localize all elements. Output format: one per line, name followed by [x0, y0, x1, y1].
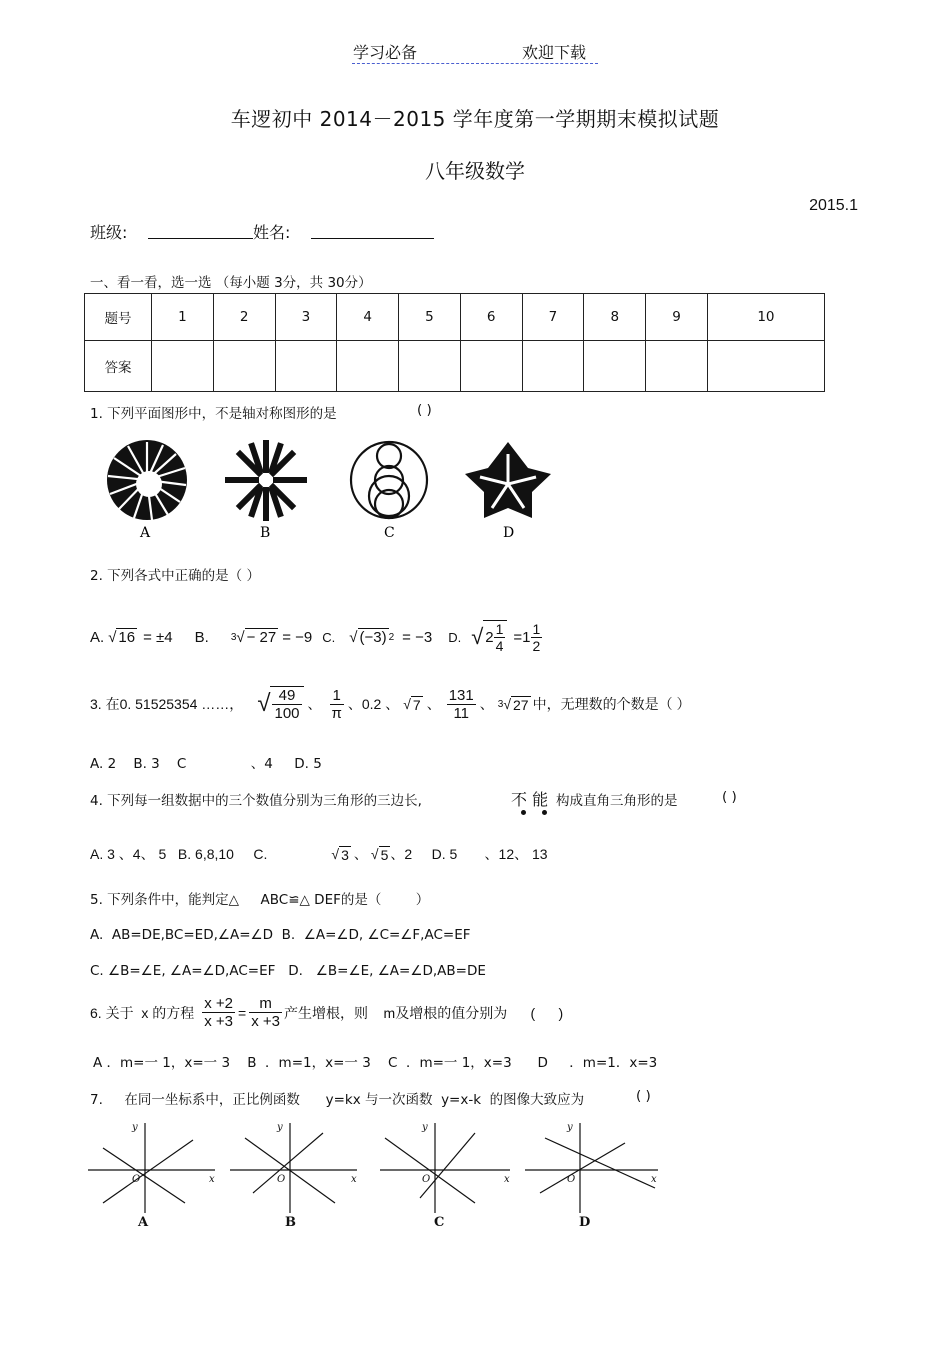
figure-d-label: D: [503, 525, 515, 541]
answer-cell[interactable]: [399, 341, 461, 392]
origin-label: O: [132, 1174, 141, 1185]
origin-label: O: [567, 1174, 576, 1185]
question-2-options: A. √ 16 = ±4 B. 3 √ − 27 = −9 C. √ (−3) 2 = −3 D. √ 2 $\frac{1}{4}$ =1 $\frac{1}{2}$: [90, 620, 541, 654]
question-3: 3. 在0. 51525354 ……， √ $\frac{49}{100}$ 、 $\frac{1}{\pi}$ 、0.2 、 √ 7 、 $\frac{131}{11}$ 、 3 √ 27 中，无理数的个数是（ ）: [90, 686, 691, 722]
question-4-options: A. 3 、4、 5 B. 6,8,10 C. √ 3 、 √ 5 、2 D. 5 、12、 13: [90, 846, 548, 863]
header-right: 欢迎下载: [522, 43, 587, 62]
answer-cell[interactable]: [707, 341, 824, 392]
axis-y-label: y: [277, 1122, 283, 1133]
answer-cell[interactable]: [275, 341, 337, 392]
option-c-label: C.: [322, 629, 336, 645]
q3-fraction1-denominator: 100: [274, 705, 300, 722]
graph-d-label: D: [579, 1215, 591, 1230]
q3-middle-text: 、0.2 、: [347, 696, 400, 712]
figure-a-sunburst: [107, 440, 187, 520]
question-5-options-ab: A. AB=DE,BC=ED,∠A=∠D B. ∠A=∠D, ∠C=∠F,AC=EF: [90, 927, 471, 943]
question-4-tail: 构成直角三角形的是: [556, 793, 678, 809]
exam-date: 2015.1: [809, 197, 858, 214]
q6-right-denominator: x +3: [251, 1013, 280, 1030]
option-b-radicand: − 27: [246, 629, 277, 646]
option-d-denominator: 4: [495, 638, 504, 654]
option-c-result: = −3: [402, 628, 433, 646]
q3-cuberoot-index: 3: [497, 698, 504, 710]
table-cell: 8: [584, 294, 646, 341]
option-d-equals: =1: [513, 628, 531, 646]
graph-c: [380, 1123, 510, 1213]
answer-cell[interactable]: [522, 341, 584, 392]
axis-x-label: x: [209, 1174, 215, 1185]
figure-b-star-bars: [228, 442, 304, 518]
table-header-cell: 答案: [85, 341, 152, 392]
emphasis-dot: [542, 810, 547, 815]
question-6-stem: 6. 关于 x 的方程: [90, 1004, 195, 1021]
table-cell: 7: [522, 294, 584, 341]
q3-fraction1-numerator: 49: [272, 687, 301, 705]
q3-fraction3-numerator: 131: [448, 686, 474, 704]
question-3-stem: 3. 在0. 51525354 ……，: [90, 696, 244, 712]
option-a-label: A.: [90, 628, 105, 646]
option-a-radicand: 16: [118, 629, 136, 646]
q6-left-numerator: x +2: [204, 995, 234, 1012]
table-cell: 6: [460, 294, 522, 341]
table-cell: 10: [707, 294, 824, 341]
answer-cell[interactable]: [337, 341, 399, 392]
question-6-options: A ．m=一 1，x=一 3 B ．m=1，x=一 3 C ．m=一 1，x=3 D ．m=1．x=3: [93, 1055, 658, 1071]
name-field[interactable]: [311, 238, 434, 239]
table-row: [85, 341, 825, 392]
header-divider: [352, 63, 598, 64]
header-left: 学习必备: [353, 43, 418, 62]
option-c-radicand: (−3): [359, 629, 387, 646]
answer-cell[interactable]: [152, 341, 214, 392]
q4-separator: 、: [353, 846, 368, 862]
question-4-paren: ( ): [722, 789, 737, 805]
option-d-label: D.: [448, 629, 462, 645]
option-c-exponent: 2: [388, 631, 395, 643]
option-a-result: = ±4: [143, 628, 173, 646]
figure-d-pentagon-petals: [465, 442, 551, 518]
q4-options-rest: 、2 D. 5 、12、 13: [390, 846, 548, 862]
option-d-whole: 2: [485, 629, 494, 646]
table-header-cell: 题号: [85, 294, 152, 341]
axis-x-label: x: [351, 1174, 357, 1185]
q6-equals: =: [238, 1004, 247, 1021]
figure-c-circles: [351, 442, 427, 518]
q3-separator: 、: [479, 696, 494, 712]
class-label: 班级:: [90, 223, 128, 242]
answer-cell[interactable]: [460, 341, 522, 392]
option-b-label: B.: [194, 628, 209, 646]
graph-b-label: B: [285, 1215, 296, 1230]
origin-label: O: [422, 1174, 431, 1185]
answer-cell[interactable]: [646, 341, 708, 392]
question-6: [90, 995, 563, 1030]
graph-d: [525, 1123, 658, 1213]
q3-separator: 、: [426, 696, 441, 712]
graph-c-label: C: [434, 1215, 445, 1230]
question-4-emphasis: 不 能: [511, 790, 549, 809]
question-1-paren: ( ): [417, 402, 432, 418]
q3-fraction2-denominator: π: [331, 704, 342, 722]
page-subtitle: 八年级数学: [425, 159, 525, 183]
graph-b: [230, 1123, 357, 1213]
option-b-index: 3: [230, 631, 237, 643]
axis-y-label: y: [132, 1122, 138, 1133]
figure-c-label: C: [384, 525, 395, 541]
class-field[interactable]: [148, 238, 253, 239]
q4-options-ab: A. 3 、4、 5 B. 6,8,10 C.: [90, 846, 268, 862]
option-d-result-numerator: 1: [532, 620, 541, 637]
question-7-graphs: [85, 1118, 665, 1233]
question-7-paren: ( ): [636, 1088, 651, 1104]
question-5-options-cd: C. ∠B=∠E, ∠A=∠D,AC=EF D. ∠B=∠E, ∠A=∠D,AB=DE: [90, 963, 486, 979]
table-cell: 2: [213, 294, 275, 341]
axis-x-label: x: [651, 1174, 657, 1185]
graph-a-label: A: [138, 1215, 149, 1230]
q3-cuberoot-radicand: 27: [513, 696, 529, 713]
axis-y-label: y: [422, 1122, 428, 1133]
table-cell: 5: [399, 294, 461, 341]
emphasis-dot: [521, 810, 526, 815]
figure-a-label: A: [140, 525, 151, 541]
q3-separator: 、: [307, 696, 322, 712]
axis-y-label: y: [567, 1122, 573, 1133]
q3-root7-radicand: 7: [412, 696, 421, 713]
question-2: 2. 下列各式中正确的是（ ）: [90, 568, 260, 584]
option-d-result-denominator: 2: [532, 637, 541, 654]
graph-a: [88, 1123, 215, 1213]
section-heading: 一、看一看，选一选 （每小题 3分，共 30分）: [90, 275, 372, 291]
question-4: 4. 下列每一组数据中的三个数值分别为三角形的三边长,: [90, 793, 422, 809]
q3-fraction2-numerator: 1: [330, 687, 344, 705]
axis-x-label: x: [504, 1174, 510, 1185]
q4-root5: 5: [380, 846, 389, 863]
question-3-options: A. 2 B. 3 C 、4 D. 5: [90, 756, 322, 772]
answer-table: [84, 293, 825, 392]
q3-fraction3-denominator: 11: [453, 704, 470, 722]
table-cell: 3: [275, 294, 337, 341]
table-cell: 1: [152, 294, 214, 341]
table-row: [85, 294, 825, 341]
name-label: 姓名:: [253, 223, 291, 242]
page-title: 车逻初中 2014－2015 学年度第一学期期末模拟试题: [230, 107, 720, 131]
origin-label: O: [277, 1174, 286, 1185]
table-cell: 9: [646, 294, 708, 341]
figure-b-label: B: [260, 525, 271, 541]
answer-cell[interactable]: [584, 341, 646, 392]
question-7: 7. 在同一坐标系中，正比例函数 y=kx 与一次函数 y=x-k 的图像大致应为: [90, 1092, 585, 1108]
q6-right-numerator: m: [249, 995, 282, 1013]
table-cell: 4: [337, 294, 399, 341]
option-b-result: = −9: [282, 628, 313, 646]
question-3-tail: 中，无理数的个数是（ ）: [532, 696, 691, 712]
question-5: 5. 下列条件中，能判定△ ABC≌△ DEF的是（ ）: [90, 892, 430, 908]
q6-left-denominator: x +3: [204, 1013, 234, 1030]
question-1-figures: [100, 440, 570, 550]
question-6-tail: 产生增根，则 m及增根的值分别为 ( ): [283, 1004, 564, 1021]
answer-cell[interactable]: [213, 341, 275, 392]
question-1: 1. 下列平面图形中，不是轴对称图形的是: [90, 406, 337, 422]
option-d-numerator: 1: [495, 621, 504, 637]
q4-root3: 3: [341, 846, 349, 863]
